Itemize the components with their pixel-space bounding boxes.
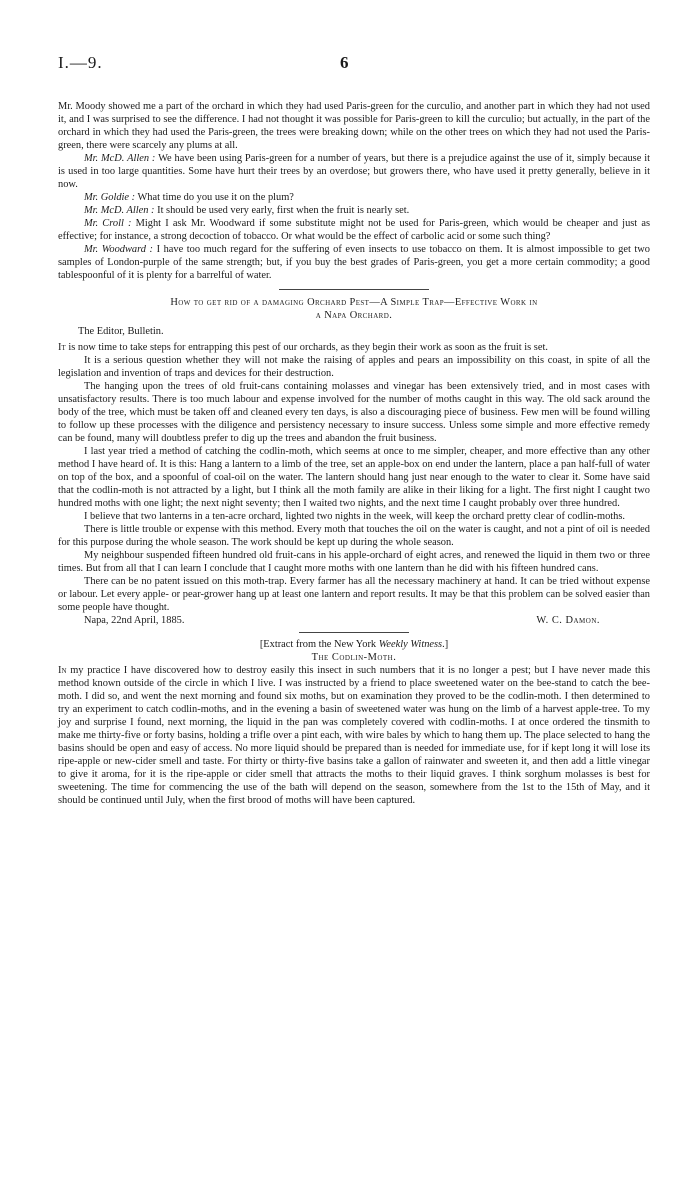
paragraph-text: is now time to take steps for entrapping this pest of our orchards, as they begin their work as soon as the fruit is set. <box>65 342 548 353</box>
extract-prefix: [Extract from the New York <box>259 639 379 650</box>
page-number: 6 <box>340 53 349 72</box>
section-divider <box>299 632 409 633</box>
speaker-text: I have too much regard for the suffering of even insects to use tobacco on them. It is almost impossible to get two samples of London-purple of the same strength; but, if you buy the best grades of Paris-green, you get a more certain commodity; a good tablespoonful of it is plenty for a barrelful of water. <box>58 244 650 281</box>
article-paragraph <box>58 664 650 807</box>
speaker-name: Mr. Croll : <box>84 218 132 229</box>
speaker-name: Mr. McD. Allen : <box>84 153 156 164</box>
paragraph-text: my practice I have discovered how to destroy easily this insect in such numbers that it is no longer a pest; but I have never made this method known outside of the circle in which I live. I was instructed by a friend to place sweetened water on the bee-stand to catch the bee-moth. I did so, and went the next morning and found six moths, but on examination they proved to be the codlin-moth. I then determined to try an experiment to catch codlin-moths, and in the evening a basin of sweetened water was hung on the limb of a harvest apple-tree. To my joy and surprise I found, next morning, the liquid in the pan was completely covered with codlin-moths. I at once ordered the tinsmith to make me thirty-five or forty basins, holding a trifle over a pint each, with wire bales by which to hang them up. The place selected to hang the basins should be open and easy of access. No more liquid should be prepared than is needed for immediate use, for if kept long it will lose its ripe-apple or new-cider smell and taste. For thirty or thirty-five basins take a gallon of rainwater and sweeten it, and then add a little vinegar to give it aroma, for it is the ripe-apple or cider smell that attracts the moths to their liquid graves. I think sorghum molasses is best for sweetening. The time for commencing the use of the bath will depend on the season, somewhere from the 1st to the 15th of May, and it should be continued until July, when the first brood of moths will have been captured. <box>58 665 650 806</box>
article-paragraph: My neighbour suspended fifteen hundred old fruit-cans in his apple-orchard of eight acres, and renewed the liquid in them two or three times. But from all that I can learn I conclude that I caught more moths with one lantern than he did with his fifteen hundred cans. <box>58 550 650 574</box>
discussion-paragraph <box>58 204 650 217</box>
article-paragraph: I believe that two lanterns in a ten-acre orchard, lighted two nights in the week, will keep the orchard pretty clear of codlin-moths. <box>84 511 625 522</box>
extract-paper-name: Weekly Witness <box>378 639 443 650</box>
extract-source <box>58 638 650 651</box>
article-paragraph: The hanging upon the trees of old fruit-cans containing molasses and vinegar has been extensively tried, and in most cases with unsatisfactory results. There is too much labour and expense involved for the number of moths caught in this way. The old sack around the body of the tree, which must be taken off and cleaned every ten days, is also a discouraging piece of business. Few men will be found willing to follow up these processes with the diligence and persistency necessary to insure success. Unless some simple and more effective remedy can be found, many will doubtless prefer to dig up the trees and abandon the fruit business. <box>58 381 650 444</box>
speaker-text: It should be used very early, first when the fruit is nearly set. <box>154 205 410 216</box>
discussion-paragraph <box>58 152 650 191</box>
speaker-text: Might I ask Mr. Woodward if some substitute might not be used for Paris-green, which would be cheaper and just as effective; for instance, a strong decoction of tobacco. Or what would be the effect of carbolic acid or some such thing? <box>58 218 651 242</box>
page-header <box>58 53 650 78</box>
article-paragraph: There is little trouble or expense with this method. Every moth that touches the oil on the water is caught, and not a pint of oil is needed for this purpose during the whole season. The work should be kept up during the whole season. <box>58 524 650 548</box>
article-title-line: How to get rid of a damaging Orchard Pest—A Simple Trap—Effective Work in <box>170 297 538 308</box>
article-title-line: a Napa Orchard. <box>315 310 393 321</box>
article-paragraph <box>58 341 650 354</box>
article-salutation: The Editor, Bulletin. <box>78 326 164 337</box>
speaker-text: We have been using Paris-green for a number of years, but there is a prejudice against the use of it, simply because it is used in too large quantities. Some have hurt their trees by an overdose; but growers there, who have used it pretty generally, believe in it now. <box>58 153 650 190</box>
speaker-name: Mr. Goldie : <box>84 192 136 203</box>
discussion-paragraph <box>58 191 650 204</box>
opening-word: It <box>58 342 66 353</box>
article-paragraph: It is a serious question whether they will not make the raising of apples and pears an impossibility on this coast, in spite of all the legislation and invention of traps and devices for their destruction. <box>58 355 650 379</box>
speaker-text: What time do you use it on the plum? <box>135 192 294 203</box>
section-divider <box>279 289 429 290</box>
discussion-paragraph <box>58 217 650 243</box>
discussion-paragraph <box>58 243 650 282</box>
article-title <box>58 296 650 322</box>
speaker-name: Mr. Woodward : <box>84 244 153 255</box>
document-reference: I.—9. <box>58 53 103 72</box>
signature-line <box>58 614 650 627</box>
author-signature: W. C. Damon. <box>536 615 600 626</box>
extract-suffix: .] <box>442 639 449 650</box>
opening-word: In <box>58 665 67 676</box>
article-paragraph: There can be no patent issued on this moth-trap. Every farmer has all the necessary machinery at hand. It can be tried without expense or labour. Let every apple- or pear-grower hang up at least one lantern and report results. It may be that this problem can be solved easier than some people have thought. <box>58 576 650 613</box>
article-paragraph: I last year tried a method of catching the codlin-moth, which seems at once to me simpler, cheaper, and more effective than any other method I have heard of. It is this: Hang a lantern to a limb of the tree, set an apple-box on end under the lantern, place a pan half-full of water on top of the box, and a spoonful of coal-oil on the water. The lantern should hang just near enough to the water to clear it. Some have said that the codlin-moth is not attracted by a light, but I think all the moth family are alike in their liking for a light. The first night I caught two hundred moths with one light; the next night seventy; then I waited two nights, and the next time I caught probably over three hundred. <box>58 446 650 509</box>
speaker-name: Mr. McD. Allen : <box>84 205 155 216</box>
page-body <box>58 100 650 807</box>
place-date: Napa, 22nd April, 1885. <box>84 615 185 626</box>
article-title: The Codlin-Moth. <box>311 652 397 663</box>
discussion-paragraph: Mr. Moody showed me a part of the orchard in which they had used Paris-green for the curculio, and another part in which they had not used it, and I was surprised to see the difference. I had not thought it was possible for Paris-green to kill the curculio; but actually, in the part of the orchard in which they had used the Paris-green, the trees were breaking down; while on the other trees on which they had not used the Paris-green, there were scarcely any plums at all. <box>58 101 650 151</box>
